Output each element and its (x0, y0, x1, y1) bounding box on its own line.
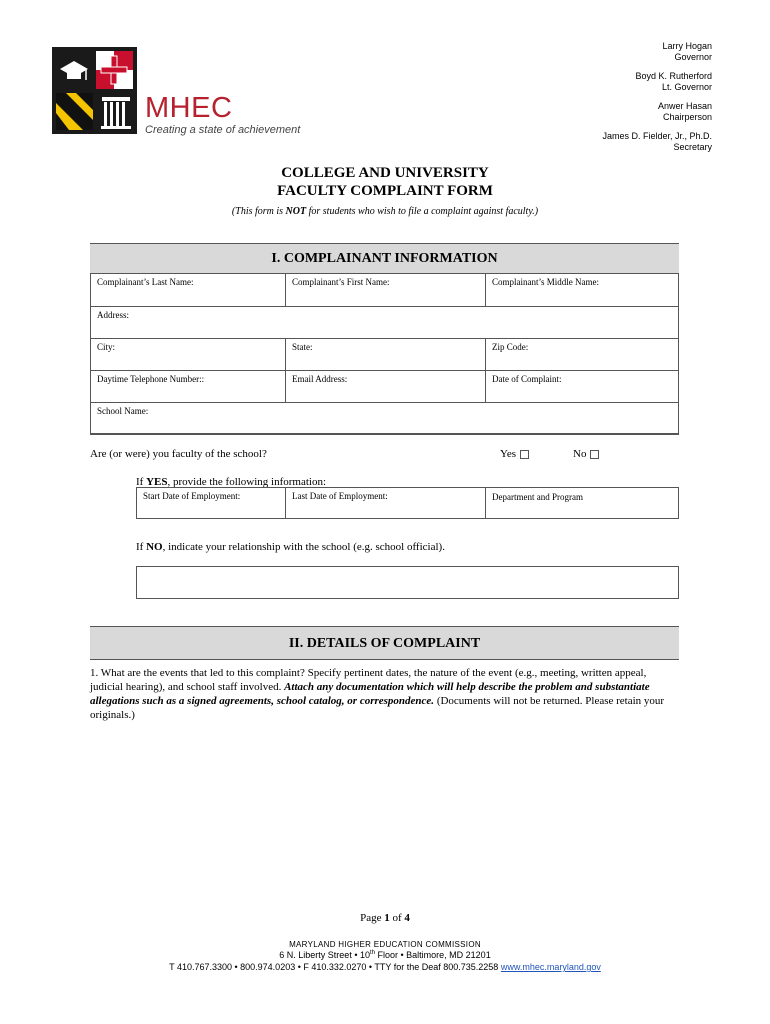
form-title-line1: COLLEGE AND UNIVERSITY (281, 165, 489, 181)
yes-checkbox[interactable] (520, 450, 529, 459)
form-title-line2: FACULTY COMPLAINT FORM (277, 183, 493, 199)
official-secretary: James D. Fielder, Jr., Ph.D. Secretary (602, 131, 712, 152)
department-program-field[interactable]: Department and Program (485, 487, 679, 519)
school-name-field[interactable]: School Name: (90, 402, 679, 435)
last-name-field[interactable]: Complainant’s Last Name: (90, 273, 286, 307)
address-field[interactable]: Address: (90, 306, 679, 339)
no-option[interactable]: No (573, 448, 599, 460)
official-chairperson: Anwer Hasan Chairperson (657, 101, 712, 122)
page-number: Page 1 of 4 (360, 912, 410, 924)
state-field[interactable]: State: (285, 338, 486, 371)
section2-heading: II. DETAILS OF COMPLAINT (90, 626, 679, 660)
section1-heading: I. COMPLAINANT INFORMATION (90, 243, 679, 274)
footer-org-name: MARYLAND HIGHER EDUCATION COMMISSION (289, 940, 481, 949)
phone-field[interactable]: Daytime Telephone Number:: (90, 370, 286, 403)
start-date-field[interactable]: Start Date of Employment: (136, 487, 286, 519)
email-field[interactable]: Email Address: (285, 370, 486, 403)
faculty-question: Are (or were) you faculty of the school? (90, 448, 267, 460)
official-governor: Larry Hogan Governor (662, 41, 712, 62)
if-no-instruction: If NO, indicate your relationship with the school (e.g. school official). (136, 541, 445, 553)
mhec-tagline: Creating a state of achievement (145, 124, 301, 136)
middle-name-field[interactable]: Complainant’s Middle Name: (485, 273, 679, 307)
first-name-field[interactable]: Complainant’s First Name: (285, 273, 486, 307)
form-subnote: (This form is NOT for students who wish to file a complaint against faculty.) (231, 206, 539, 217)
zip-code-field[interactable]: Zip Code: (485, 338, 679, 371)
details-question-1: 1. What are the events that led to this complaint? Specify pertinent dates, the nature of the event (e.g., meeting, written appeal, judicial hearing), and school staff involved. Attach any documentation which will help describe the problem and substantiate allegations such as a signed agreements, school catalog, or correspondence. (Documents will not be returned. Please retain your originals.) (90, 667, 665, 721)
relationship-textbox[interactable] (136, 566, 679, 599)
complaint-date-field[interactable]: Date of Complaint: (485, 370, 679, 403)
mhec-logo (52, 47, 137, 134)
footer-address: 6 N. Liberty Street • 10th Floor • Baltimore, MD 21201 (279, 950, 491, 960)
calvert-pattern-icon (56, 93, 93, 130)
official-lt-governor: Boyd K. Rutherford Lt. Governor (635, 71, 712, 92)
city-field[interactable]: City: (90, 338, 286, 371)
website-link[interactable]: www.mhec.maryland.gov (500, 962, 601, 972)
footer-contact: T 410.767.3300 • 800.974.0203 • F 410.332.0270 • TTY for the Deaf 800.735.2258 www.mhec.maryland.gov (169, 962, 601, 972)
last-date-field[interactable]: Last Date of Employment: (285, 487, 486, 519)
yes-option[interactable]: Yes (500, 448, 529, 460)
no-checkbox[interactable] (590, 450, 599, 459)
mhec-wordmark: MHEC (145, 92, 233, 124)
if-yes-instruction: If YES, provide the following information: (136, 476, 327, 488)
